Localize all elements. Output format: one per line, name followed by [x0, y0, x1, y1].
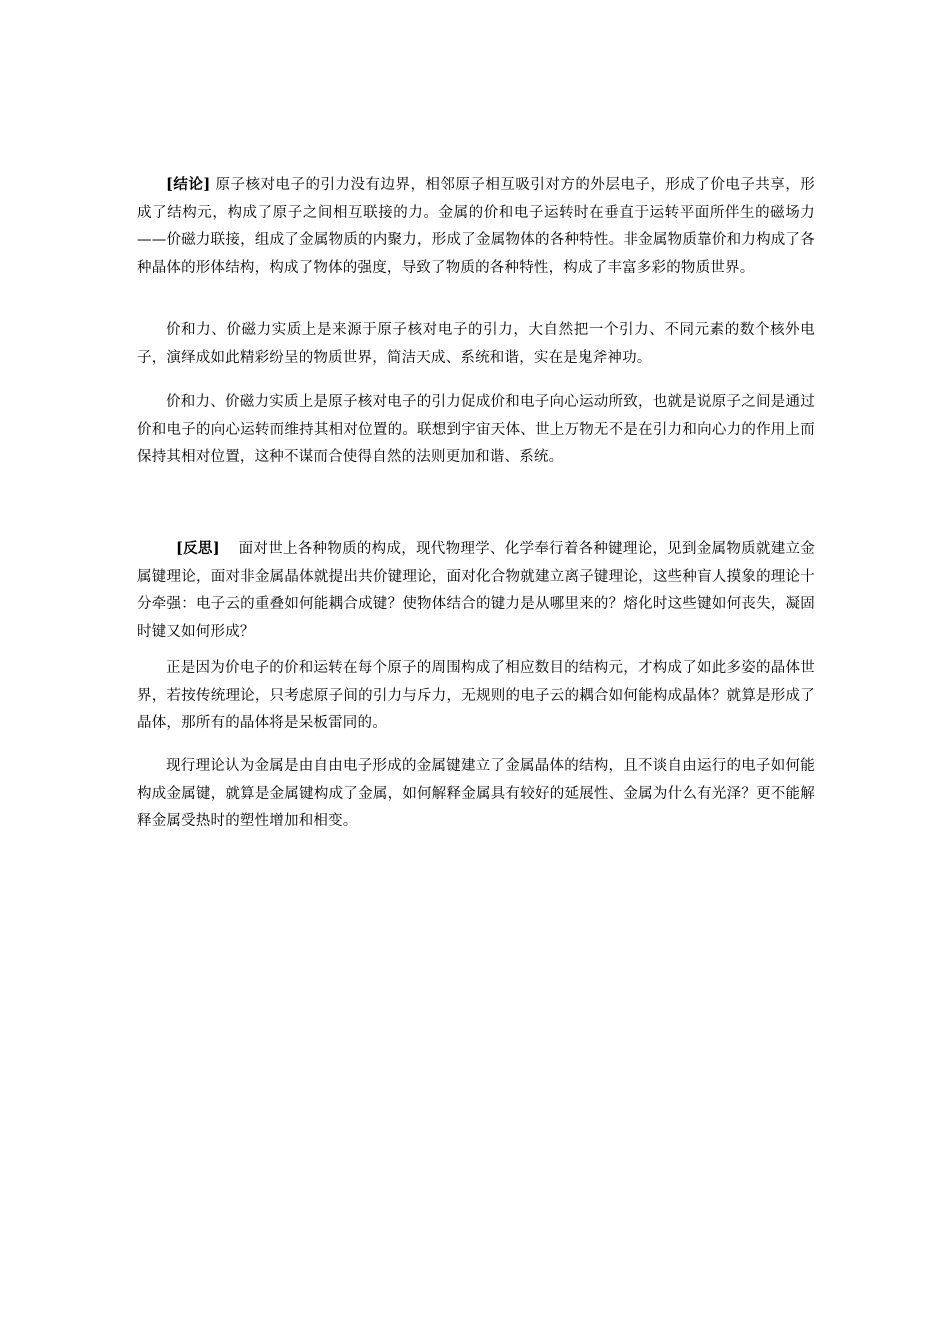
conclusion-paragraph: [137, 171, 815, 282]
centripetal-text: 价和力、价磁力实质上是原子核对电子的引力促成价和电子向心运动所致，也就是说原子之间是通过价和电子的向心运转而维持其相对位置的。联想到宇宙天体、世上万物无不是在引力和向心力的作用上而保持其相对位置，这种不谋而合使得自然的法则更加和谐、系统。: [137, 394, 815, 465]
valence-force-text: 价和力、价磁力实质上是来源于原子核对电子的引力，大自然把一个引力、不同元素的数个核外电子，演绎成如此精彩纷呈的物质世界，简洁天成、系统和谐，实在是鬼斧神功。: [137, 322, 815, 366]
crystal-world-paragraph: [137, 655, 815, 738]
conclusion-text: 原子核对电子的引力没有边界，相邻原子相互吸引对方的外层电子，形成了价电子共享，形成了结构元，构成了原子之间相互联接的力。金属的价和电子运转时在垂直于运转平面所伴生的磁场力——价磁力联接，组成了金属物质的内聚力，形成了金属物体的各种特性。非金属物质靠价和力构成了各种晶体的形体结构，构成了物体的强度，导致了物质的各种特性，构成了丰富多彩的物质世界。: [137, 177, 815, 276]
valence-force-paragraph: [137, 317, 815, 372]
metal-theory-text: 现行理论认为金属是由自由电子形成的金属键建立了金属晶体的结构，且不谈自由运行的电子如何能构成金属键，就算是金属键构成了金属，如何解释金属具有较好的延展性、金属为什么有光泽？更不能解释金属受热时的塑性增加和相变。: [137, 758, 815, 829]
crystal-world-text: 正是因为价电子的价和运转在每个原子的周围构成了相应数目的结构元，才构成了如此多姿的晶体世界，若按传统理论，只考虑原子间的引力与斥力，无规则的电子云的耦合如何能构成晶体？就算是形成了晶体，那所有的晶体将是呆板雷同的。: [137, 660, 815, 731]
centripetal-paragraph: [137, 389, 815, 472]
conclusion-label: [结论]: [166, 176, 211, 193]
reflection-text: 面对世上各种物质的构成，现代物理学、化学奉行着各种键理论，见到金属物质就建立金属键理论，面对非金属晶体就提出共价键理论，面对化合物就建立离子键理论，这些种盲人摸象的理论十分牵强：电子云的重叠如何能耦合成键？使物体结合的键力是从哪里来的？熔化时这些键如何丧失，凝固时键又如何形成？: [137, 541, 815, 640]
reflection-label: [反思]: [176, 540, 220, 557]
metal-theory-paragraph: [137, 753, 815, 836]
reflection-paragraph: [137, 535, 815, 646]
